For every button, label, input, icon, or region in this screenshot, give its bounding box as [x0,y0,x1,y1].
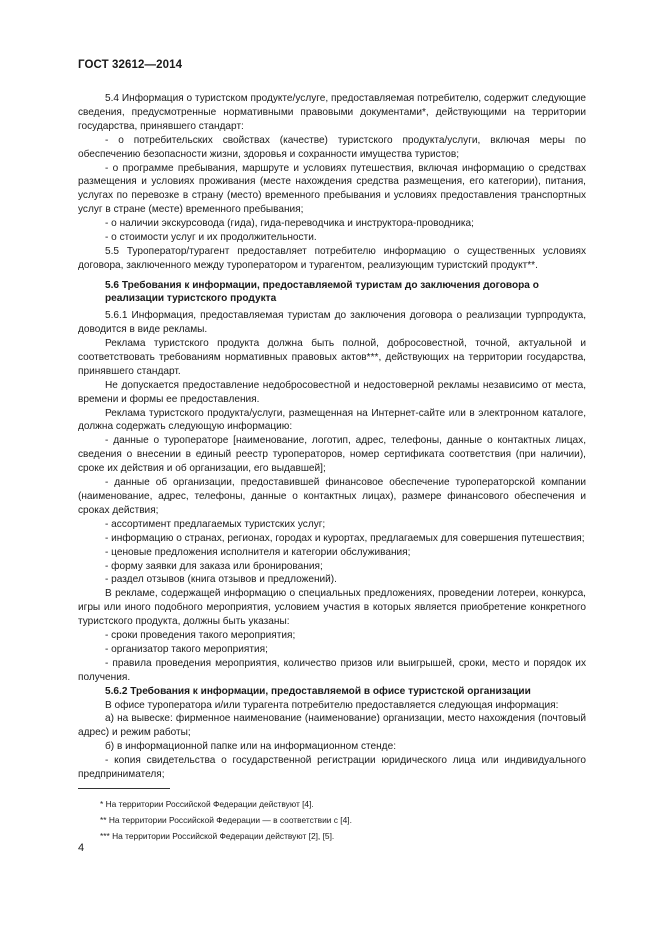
list-item: - сроки проведения такого мероприятия; [105,630,296,642]
list-item: - правила проведения мероприятия, количество призов или выигрышей, сроки, место и порядок их получения. [78,657,586,683]
section-heading-5-6: 5.6 Требования к информации, предоставляемой туристам до заключения договора о реализации туристского продукта [105,279,539,304]
list-item: - форму заявки для заказа или бронирования; [105,560,323,572]
paragraph-5-5: 5.5 Туроператор/турагент предоставляет потребителю информацию о существенных условиях договора, заключенного между туроператором и турагентом, реализующим туристский продукт**. [78,245,586,271]
document-header: ГОСТ 32612—2014 [78,59,183,71]
list-item: а) на вывеске: фирменное наименование (наименование) организации, место нахождения (почтовый адрес) и режим работы; [78,713,586,739]
paragraph-5-6-1: 5.6.1 Информация, предоставляемая туристам до заключения договора о реализации турпродукта, доводится в виде рекламы. [78,310,586,336]
page-number: 4 [78,842,85,854]
main-content [78,92,586,782]
list-item: - раздел отзывов (книга отзывов и предложений). [105,574,337,586]
paragraph: В офисе туроператора и/или турагента потребителю предоставляется следующая информация: [105,699,559,711]
paragraph: Реклама туристского продукта должна быть полной, добросовестной, точной, актуальной и соответствовать требованиям нормативных правовых актов***, действующих на территории государства, принявшего стандарт. [78,338,586,377]
list-item: б) в информационной папке или на информационном стенде: [105,741,396,753]
list-item: - данные об организации, предоставившей финансовое обеспечение туроператорской компании (наименование, адрес, телефоны, данные о контактных лицах), размере финансового обеспечения и сроках действия; [78,477,586,516]
footnote: * На территории Российской Федерации действуют [4]. [100,799,314,809]
list-item: - информацию о странах, регионах, городах и курортах, предлагаемых для совершения путешествия; [105,532,585,544]
list-item: - организатор такого мероприятия; [105,643,268,655]
footnote-divider [78,788,170,789]
list-item: - о стоимости услуг и их продолжительности. [105,232,317,244]
list-item: - копия свидетельства о государственной регистрации юридического лица или индивидуального предпринимателя; [78,755,586,781]
paragraph: Не допускается предоставление недобросовестной и недостоверной рекламы независимо от места, времени и формы ее предоставления. [78,379,586,405]
paragraph: Реклама туристского продукта/услуги, размещенная на Интернет-сайте или в электронном каталоге, должна содержать следующую информацию: [78,407,586,433]
paragraph: В рекламе, содержащей информацию о специальных предложениях, проведении лотереи, конкурса, игры или иного подобного мероприятия, условием участия в которых является приобретение конкретного туристского продукта, должны быть указаны: [78,588,586,628]
list-item: - данные о туроператоре [наименование, логотип, адрес, телефоны, данные о контактных лицах, сведения о внесении в единый реестр туроператоров, номер сертификата соответствия (при наличии), сроке их действия и об организации, его выдавшей]; [78,435,586,475]
subsection-heading-5-6-2: 5.6.2 Требования к информации, предоставляемой в офисе туристской организации [105,685,531,697]
footnote: ** На территории Российской Федерации — в соответствии с [4]. [100,815,352,825]
list-item: - ассортимент предлагаемых туристских услуг; [105,518,326,530]
footnote: *** На территории Российской Федерации действуют [2], [5]. [100,831,335,841]
list-item: - о потребительских свойствах (качестве) туристского продукта/услуги, включая меры по обеспечению безопасности жизни, здоровья и сохранности имущества туристов; [78,134,586,160]
footnotes [100,796,580,844]
list-item: - о наличии экскурсовода (гида), гида-переводчика и инструктора-проводника; [105,218,474,230]
paragraph-5-4: 5.4 Информация о туристском продукте/услуге, предоставляемая потребителю, содержит следующие сведения, предусмотренные нормативными правовыми документами*, действующими на территории государства, принявшего стандарт: [78,93,586,132]
list-item: - ценовые предложения исполнителя и категории обслуживания; [105,546,411,558]
list-item: - о программе пребывания, маршруте и условиях путешествия, включая информацию о средствах размещения и условиях проживания (месте нахождения средства размещения, его категории), питания, услугах по перевозке в страну (место) временного пребывания и условиях предоставления транспортных услуг в стране (месте) временного пребывания; [78,162,586,216]
